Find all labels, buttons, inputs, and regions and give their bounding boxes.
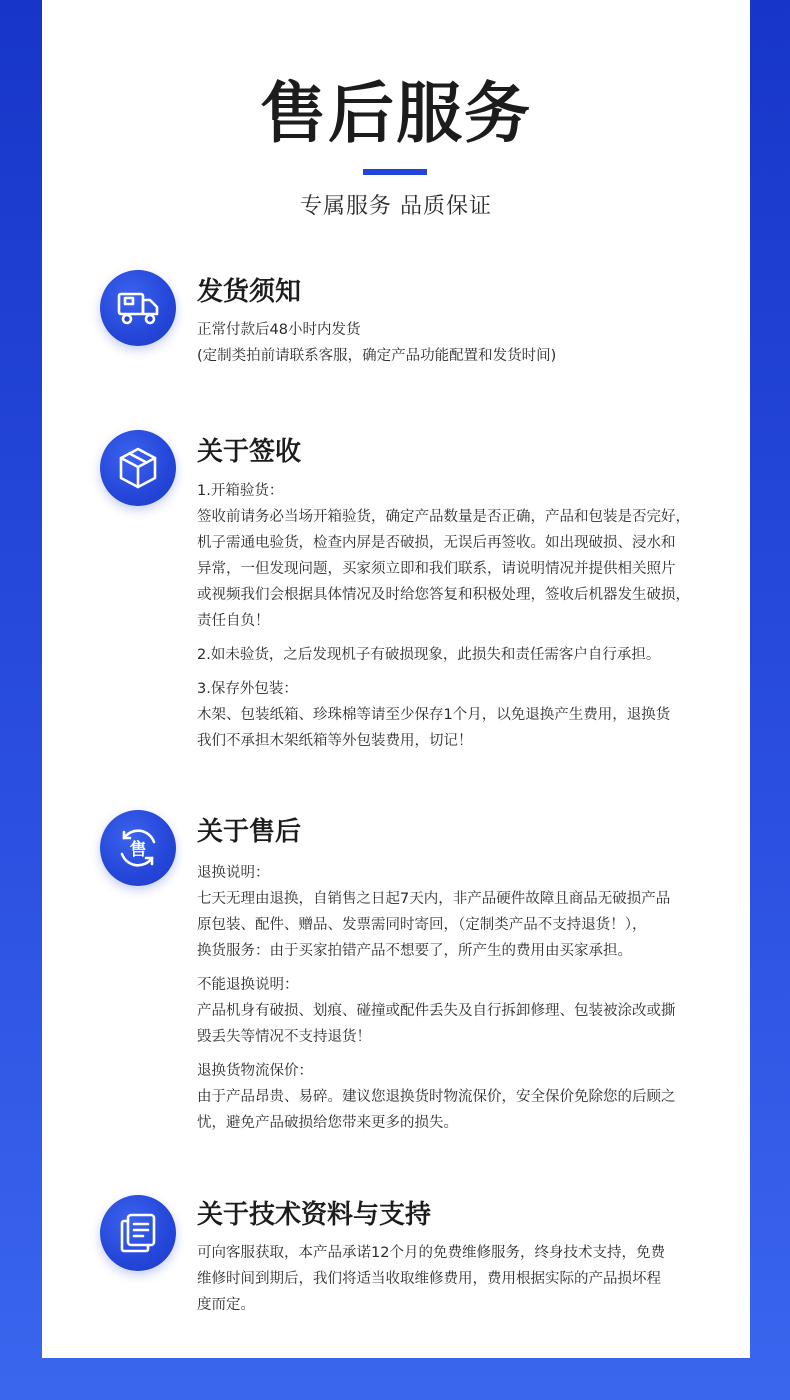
section-body bbox=[197, 317, 727, 369]
page-subtitle: 专属服务 品质保证 bbox=[300, 194, 492, 219]
title-underline bbox=[363, 169, 427, 175]
delivery-truck-icon bbox=[100, 270, 176, 346]
paragraph: 产品机身有破损、划痕、碰撞或配件丢失及自行拆卸修理、包装被涂改或撕 bbox=[197, 1003, 676, 1019]
paragraph: 忧，避免产品破损给您带来更多的损失。 bbox=[197, 1115, 458, 1131]
paragraph: (定制类拍前请联系客服，确定产品功能配置和发货时间) bbox=[197, 348, 557, 364]
section-title: 发货须知 bbox=[197, 277, 302, 307]
paragraph: 可向客服获取，本产品承诺12个月的免费维修服务，终身技术支持，免费 bbox=[197, 1245, 665, 1261]
paragraph: 1.开箱验货： bbox=[197, 483, 284, 499]
paragraph: 维修时间到期后，我们将适当收取维修费用，费用根据实际的产品损坏程 bbox=[197, 1271, 661, 1287]
paragraph: 正常付款后48小时内发货 bbox=[197, 322, 361, 338]
paragraph: 3.保存外包装： bbox=[197, 681, 298, 697]
documents-icon bbox=[100, 1195, 176, 1271]
paragraph: 或视频我们会根据具体情况及时给您答复和积极处理，签收后机器发生破损， bbox=[197, 587, 690, 603]
page-title: 售后服务 bbox=[260, 75, 532, 152]
package-box-icon bbox=[100, 430, 176, 506]
paragraph: 签收前请务必当场开箱验货，确定产品数量是否正确，产品和包装是否完好， bbox=[197, 509, 690, 525]
paragraph: 机子需通电验货，检查内屏是否破损，无误后再签收。如出现破损、浸水和 bbox=[197, 535, 676, 551]
after-sales-icon-text: 售 bbox=[129, 840, 147, 860]
paragraph: 不能退换说明： bbox=[197, 977, 299, 993]
section-body bbox=[197, 478, 727, 754]
paragraph: 异常，一但发现问题，买家须立即和我们联系，请说明情况并提供相关照片 bbox=[197, 561, 676, 577]
section-title: 关于签收 bbox=[197, 437, 302, 467]
paragraph: 度而定。 bbox=[197, 1297, 255, 1313]
section-title: 关于售后 bbox=[197, 817, 302, 847]
section-title: 关于技术资料与支持 bbox=[197, 1200, 432, 1230]
paragraph: 换货服务：由于买家拍错产品不想要了，所产生的费用由买家承担。 bbox=[197, 943, 632, 959]
section-body bbox=[197, 1240, 727, 1318]
section-body bbox=[197, 860, 727, 1136]
paragraph: 七天无理由退换，自销售之日起7天内，非产品硬件故障且商品无破损产品 bbox=[197, 891, 671, 907]
paragraph: 毁丢失等情况不支持退货！ bbox=[197, 1029, 371, 1045]
paragraph: 2.如未验货，之后发现机子有破损现象，此损失和责任需客户自行承担。 bbox=[197, 647, 661, 663]
paragraph: 退换货物流保价： bbox=[197, 1063, 313, 1079]
paragraph: 由于产品昂贵、易碎。建议您退换货时物流保价，安全保价免除您的后顾之 bbox=[197, 1089, 676, 1105]
paragraph: 木架、包装纸箱、珍珠棉等请至少保存1个月，以免退换产生费用，退换货 bbox=[197, 707, 671, 723]
paragraph: 原包装、配件、赠品、发票需同时寄回，（定制类产品不支持退货！）， bbox=[197, 917, 647, 933]
paragraph: 责任自负！ bbox=[197, 613, 270, 629]
paragraph: 退换说明： bbox=[197, 865, 270, 881]
paragraph: 我们不承担木架纸箱等外包装费用，切记！ bbox=[197, 733, 473, 749]
after-sales-icon bbox=[100, 810, 176, 886]
content-card bbox=[42, 0, 750, 1358]
